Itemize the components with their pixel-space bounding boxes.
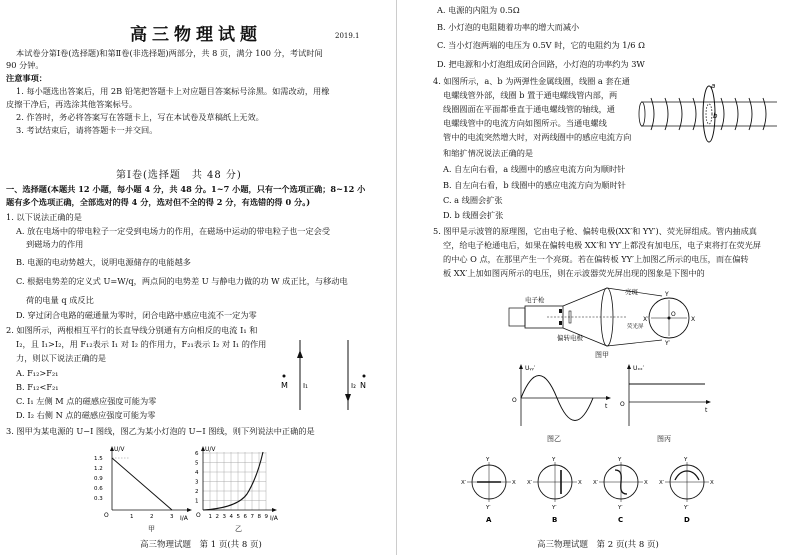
fig-b-xtick: 5 (236, 514, 240, 520)
q5-answer-screens (461, 452, 765, 524)
fig-b-ytick: 3 (195, 479, 199, 486)
q5-oscilloscope-figure (507, 282, 707, 350)
q1-stem: 1. 以下说法正确的是 (6, 212, 82, 222)
fig-a-xtick: 1 (130, 514, 134, 520)
q2-option: A. F₁₂>F₂₁ (16, 368, 59, 378)
q4-stem-line: 线圈圆面在平面都垂直于通电螺线管的轴线，通 (443, 104, 615, 114)
fig-b-axis-y: Uᵧᵧ′ (525, 365, 536, 372)
screen-x: X (691, 316, 696, 323)
fig-b-xtick: 3 (222, 514, 226, 520)
note-line-3: 2. 作答时，务必将答案写在答题卡上，写在本试卷及草稿纸上无效。 (16, 112, 264, 122)
fig-b-xtick: 1 (208, 514, 212, 520)
fig-b-origin: O (196, 512, 201, 519)
fig-a-xtick: 3 (170, 514, 174, 520)
fig-b-xtick: 8 (257, 514, 261, 520)
fig-a-label: 甲 (148, 525, 155, 533)
fig-a-x-axis: I/A (180, 515, 188, 522)
fig-a-line (112, 458, 172, 510)
section-title: 第Ⅰ卷(选择题 共 48 分) (116, 170, 242, 181)
q5-stem-line: 板 XX′上加如图丙所示的电压，则在示波器荧光屏出现的图象是下图中的 (443, 268, 705, 278)
exam-date: 2019.1 (335, 32, 360, 40)
intro-line-1: 本试卷分第Ⅰ卷(选择题)和第Ⅱ卷(非选择题)两部分，共 8 页，满分 100 分，考试时间 (16, 48, 323, 58)
answer-axis-label: Y (684, 457, 688, 463)
q2-wires-figure (270, 330, 380, 420)
label-n: N (360, 381, 366, 390)
q5-fig-c-voltage (617, 362, 717, 430)
fig-a-y-axis: U/V (114, 446, 125, 453)
answer-letter: C (618, 516, 624, 524)
q2-option: B. F₁₂<F₂₁ (16, 382, 59, 392)
screen-yp: Y′ (665, 340, 671, 347)
fig-b-label: 乙 (235, 525, 242, 533)
answer-axis-label: Y (486, 457, 490, 463)
answer-screen-c[interactable] (593, 457, 648, 524)
q5-stem-line: 的中心 O 点，在那里产生一个亮斑。若在偏转板 YY′上加图乙所示的电压，而在偏转 (443, 254, 749, 264)
label-i1: I₁ (303, 382, 308, 390)
q1-option: A. 放在电场中的带电粒子一定受到电场力的作用，在磁场中运动的带电粒子也一定会受 (16, 226, 331, 236)
fig-b-ytick: 6 (195, 451, 199, 457)
screen-y: Y (665, 291, 669, 298)
fig-b-xtick: 4 (229, 514, 233, 520)
answer-letter: A (486, 516, 492, 524)
answer-letter: D (684, 516, 690, 524)
q2-stem-line: I₂，且 I₁>I₂，用 F₁₂表示 I₁ 对 I₂ 的作用力，F₂₁表示 I₂ 对 I₁ 的作用 (16, 339, 267, 349)
q1-option: 到磁场力的作用 (26, 239, 84, 249)
label-b: b (713, 112, 718, 120)
q5-fig-b-voltage (509, 362, 619, 430)
q3-stem: 3. 图甲为某电源的 U−I 图线，图乙为某小灯泡的 U−I 图线，则下列说法中正确的是 (6, 426, 315, 436)
fig-b-ytick: 1 (195, 498, 199, 505)
q3-figure-a (90, 442, 200, 524)
answer-axis-label: Y (552, 457, 556, 463)
fig-b-caption: 图乙 (547, 435, 561, 443)
fig-b-ytick: 5 (195, 460, 199, 467)
fig-a-ytick: 0.3 (94, 496, 103, 502)
answer-axis-label: X′ (593, 480, 599, 486)
answer-axis-label: Y (618, 457, 622, 463)
q3-option: C. 当小灯泡两端的电压为 0.5V 时，它的电阻约为 1/6 Ω (437, 40, 645, 50)
fig-c-origin: O (620, 401, 625, 408)
fig-b-ytick: 4 (195, 470, 199, 476)
fig-a-ytick: 1.5 (94, 456, 103, 462)
q1-option: B. 电源的电动势越大，说明电源储存的电能越多 (16, 257, 191, 267)
q2-stem-line: 力，则以下说法正确的是 (16, 353, 107, 363)
q4-option: D. b 线圈会扩张 (443, 210, 504, 220)
fig-c-axis-y: Uₓₓ′ (633, 365, 645, 372)
fig-a-ytick: 1.2 (94, 466, 103, 472)
q3-figure-b (185, 442, 285, 524)
answer-axis-label: Y′ (552, 505, 557, 511)
q4-stem-line: 4. 如图所示，a、b 为两弹性金属线圈，线圈 a 套在通 (433, 76, 630, 86)
answer-axis-label: X (710, 480, 714, 486)
q3-option: B. 小灯泡的电阻随着功率的增大而减小 (437, 22, 580, 32)
label-screen: 荧光屏 (627, 324, 644, 330)
q3-option: D. 把电源和小灯泡组成闭合回路，小灯泡的功率约为 3W (437, 59, 645, 69)
q3-option: A. 电源的内阻为 0.5Ω (437, 5, 520, 15)
fig-b-xtick: 7 (250, 514, 254, 520)
note-line-1: 1. 每小题选出答案后，用 2B 铅笔把答题卡上对应题目答案标号涂黑。如需改动，用橡 (16, 86, 330, 96)
q4-option: A. 自左向右看，a 线圈中的感应电流方向为顺时针 (443, 164, 626, 174)
q5-stem-line: 空，给电子枪通电后，如果在偏转电极 XX′和 YY′上都没有加电压，电子束将打在荧光屏 (443, 240, 761, 250)
fig-a-origin: O (104, 512, 109, 519)
exam-title: 高三物理试题 (130, 25, 262, 45)
fig-c-caption: 图丙 (657, 435, 671, 443)
footer-page-1: 高三物理试题 第 1 页(共 8 页) (140, 540, 262, 550)
fig-b-x-axis: I/A (270, 515, 278, 522)
fig-c-axis-x: t (705, 407, 708, 414)
fig-b-y-axis: U/V (205, 446, 216, 453)
answer-axis-label: Y′ (618, 505, 623, 511)
answer-axis-label: X (512, 480, 516, 486)
footer-page-2: 高三物理试题 第 2 页(共 8 页) (537, 540, 659, 550)
label-a: a (711, 82, 716, 90)
label-m: M (281, 381, 288, 390)
coil-b (706, 104, 712, 124)
note-line-2: 皮擦干净后，再选涂其他答案标号。 (6, 99, 138, 109)
q2-option: D. I₂ 右侧 N 点的磁感应强度可能为零 (16, 410, 156, 420)
fig-a-xtick: 2 (150, 514, 154, 520)
q5-stem-line: 5. 图甲是示波管的原理图，它由电子枪、偏转电极(XX′和 YY′)、荧光屏组成。管内抽成真 (433, 226, 757, 236)
q1-option: 荷的电量 q 成反比 (26, 295, 94, 305)
q4-stem-line: 和缩扩情况说法正确的是 (443, 148, 534, 158)
q4-solenoid-figure (637, 80, 787, 150)
fig-b-xtick: 6 (243, 514, 247, 520)
answer-axis-label: X′ (527, 480, 533, 486)
answer-axis-label: X′ (659, 480, 665, 486)
fig-a-ytick: 0.6 (94, 486, 103, 492)
answer-axis-label: X′ (461, 480, 467, 486)
fig-a-ytick: 0.9 (94, 476, 103, 482)
answer-screen-d[interactable] (659, 457, 714, 524)
q1-option: D. 穿过闭合电路的磁通量为零时，闭合电路中感应电流不一定为零 (16, 310, 257, 320)
q4-stem-line: 电螺线管中的电流方向如图所示。当通电螺线 (443, 118, 607, 128)
fig-a-caption: 图甲 (595, 351, 609, 359)
fig-b-xtick: 2 (215, 514, 219, 520)
screen-o: O (671, 311, 676, 318)
fig-b-axis-x: t (605, 403, 608, 410)
fig-b-ytick: 2 (195, 489, 199, 495)
label-gun: 电子枪 (525, 296, 545, 304)
section-desc-2: 题有多个选项正确，全部选对的得 4 分，选对但不全的得 2 分，有选错的得 0 分。) (6, 197, 311, 207)
q4-stem-line: 电螺线管外部，线圈 b 置于通电螺线管内部，两 (443, 90, 618, 100)
answer-axis-label: X (644, 480, 648, 486)
label-i2: I₂ (351, 382, 356, 390)
fig-b-curve (203, 452, 263, 510)
q4-option: C. a 线圈会扩张 (443, 195, 503, 205)
q2-option: C. I₁ 左侧 M 点的磁感应强度可能为零 (16, 396, 157, 406)
label-deflect: 偏转电极 (557, 334, 583, 342)
section-desc-1: 一、选择题(本题共 12 小题，每小题 4 分，共 48 分。1~7 小题，只有一个选项正确；8~12 小 (6, 184, 366, 194)
notes-heading: 注意事项： (6, 73, 47, 83)
label-bright: 亮斑 (625, 288, 638, 296)
point-m (283, 375, 286, 378)
q2-stem-line: 2. 如图所示，两根相互平行的长直导线分别通有方向相反的电流 I₁ 和 (6, 325, 258, 335)
screen-xp: X′ (643, 316, 649, 323)
answer-letter: B (552, 516, 558, 524)
answer-axis-label: Y′ (684, 505, 689, 511)
page-2 (397, 0, 794, 555)
q4-option: B. 自左向右看，b 线圈中的感应电流方向为顺时针 (443, 180, 626, 190)
intro-line-2: 90 分钟。 (6, 60, 44, 70)
fig-b-origin: O (512, 397, 517, 404)
point-n (363, 375, 366, 378)
note-line-4: 3. 考试结束后，请将答题卡一并交回。 (16, 125, 158, 135)
fig-b-xtick: 9 (264, 514, 268, 520)
answer-screen-b[interactable] (527, 457, 582, 524)
answer-screen-a[interactable] (461, 457, 516, 524)
q4-stem-line: 管中的电流突然增大时，对两线圈中的感应电流方向 (443, 132, 632, 142)
answer-axis-label: Y′ (486, 505, 491, 511)
answer-axis-label: X (578, 480, 582, 486)
q1-option: C. 根据电势差的定义式 U=W/q，两点间的电势差 U 与静电力做的功 W 成正比，与移动电 (16, 276, 348, 286)
